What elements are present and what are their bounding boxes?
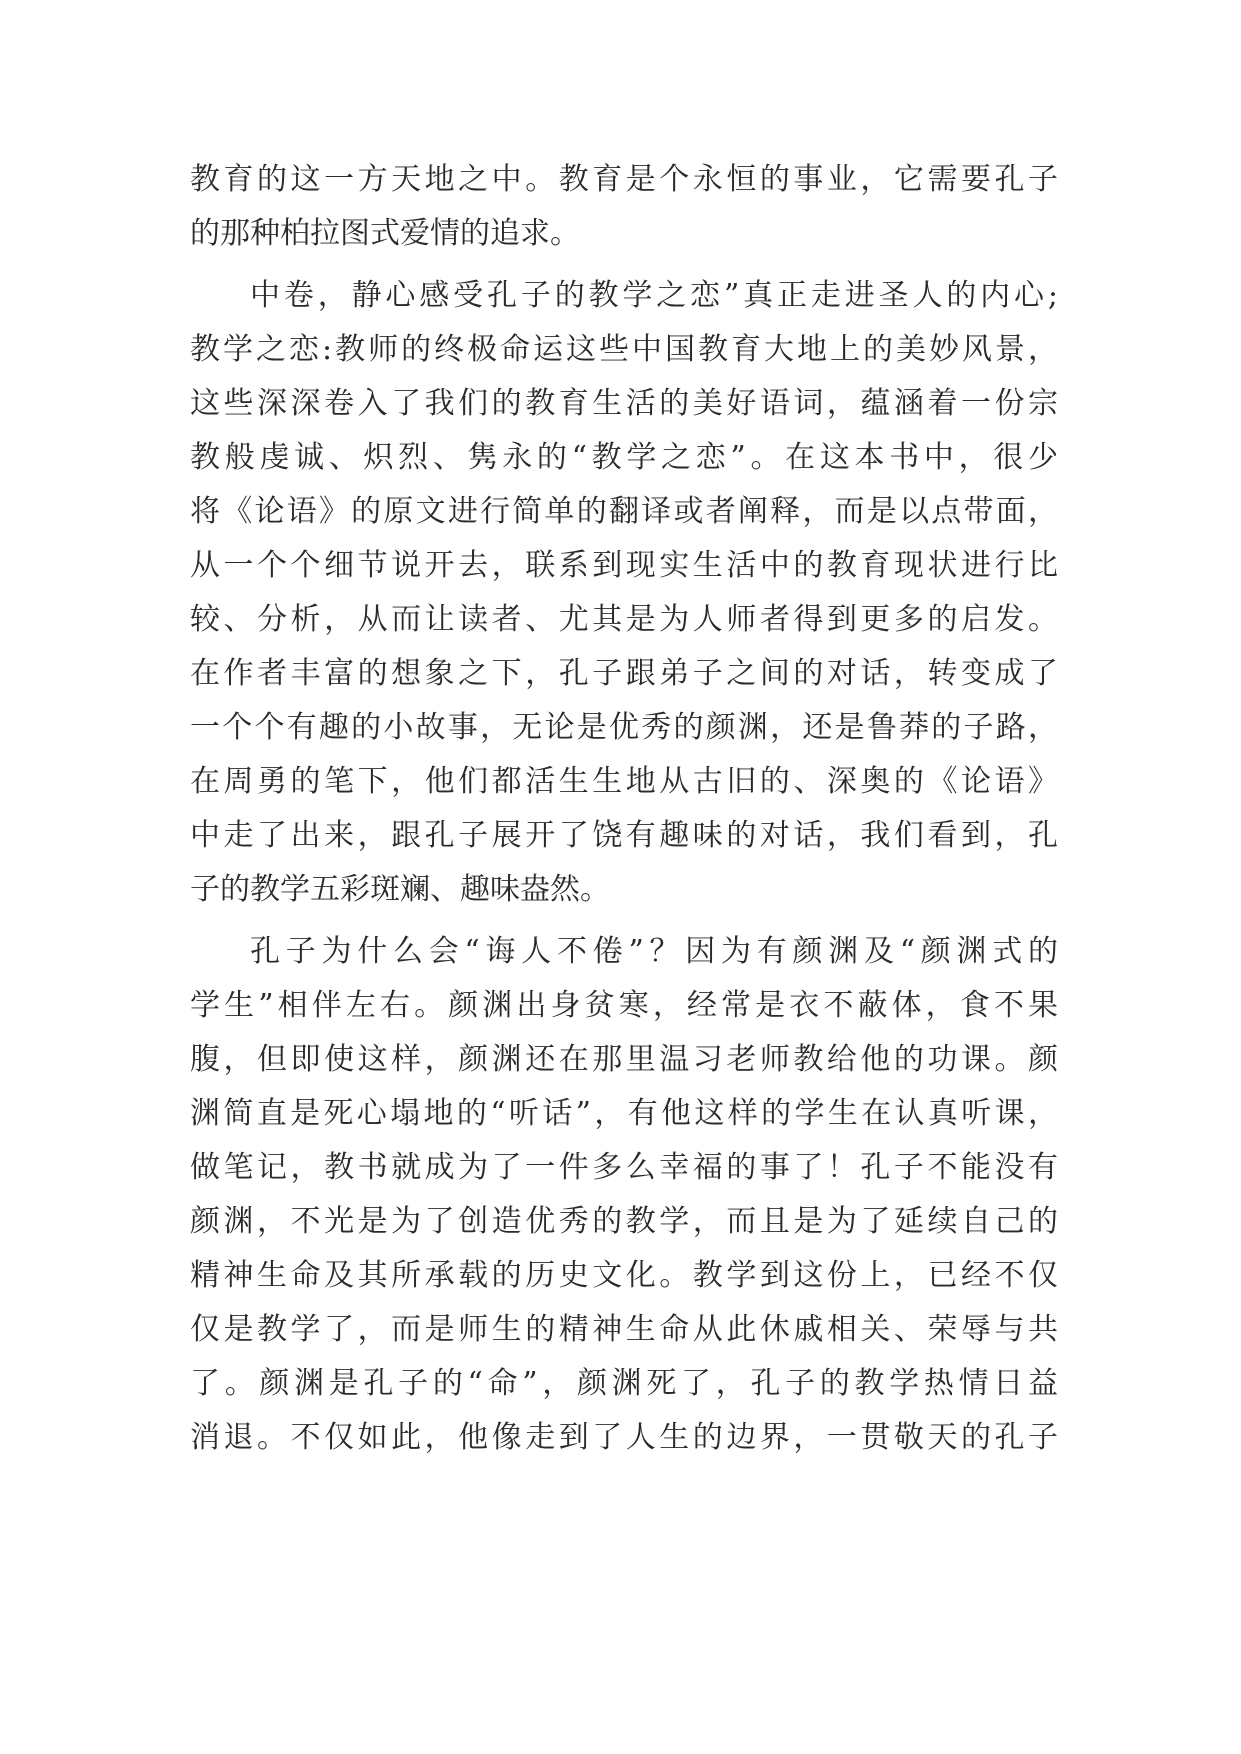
text-line: 教学之恋:教师的终极命运这些中国教育大地上的美妙风景，	[190, 332, 1058, 367]
text-line: 仅是教学了，而是师生的精神生命从此休戚相关、荣辱与共	[190, 1312, 1058, 1347]
text-line: 学生”相伴左右。颜渊出身贫寒，经常是衣不蔽体，食不果	[190, 988, 1058, 1023]
text-line: 中走了出来，跟孔子展开了饶有趣味的对话，我们看到，孔	[190, 818, 1058, 853]
text-line: 的那种柏拉图式爱情的追求。	[190, 216, 580, 251]
text-line: 渊简直是死心塌地的“听话”，有他这样的学生在认真听课，	[190, 1096, 1058, 1131]
text-line: 孔子为什么会“诲人不倦”？因为有颜渊及“颜渊式的	[250, 934, 1058, 969]
text-line: 将《论语》的原文进行简单的翻译或者阐释，而是以点带面，	[190, 494, 1058, 529]
text-line: 较、分析，从而让读者、尤其是为人师者得到更多的启发。	[190, 602, 1058, 637]
text-line: 一个个有趣的小故事，无论是优秀的颜渊，还是鲁莽的子路，	[190, 710, 1058, 745]
text-line: 在作者丰富的想象之下，孔子跟弟子之间的对话，转变成了	[190, 656, 1058, 691]
text-line: 子的教学五彩斑斓、趣味盎然。	[190, 872, 610, 907]
paragraph-2	[190, 269, 1058, 917]
text-line: 精神生命及其所承载的历史文化。教学到这份上，已经不仅	[190, 1258, 1058, 1293]
body-text	[190, 153, 1058, 1465]
text-line: 在周勇的笔下，他们都活生生地从古旧的、深奥的《论语》	[190, 764, 1058, 799]
paragraph-3	[190, 925, 1058, 1465]
text-line: 教育的这一方天地之中。教育是个永恒的事业，它需要孔子	[190, 162, 1058, 197]
paragraph-1	[190, 153, 1058, 261]
text-line: 教般虔诚、炽烈、隽永的“教学之恋”。在这本书中，很少	[190, 440, 1058, 475]
text-line: 从一个个细节说开去，联系到现实生活中的教育现状进行比	[190, 548, 1058, 583]
text-line: 中卷，静心感受孔子的教学之恋”真正走进圣人的内心;	[250, 278, 1058, 313]
text-line: 颜渊，不光是为了创造优秀的教学，而且是为了延续自己的	[190, 1204, 1058, 1239]
text-line: 做笔记，教书就成为了一件多么幸福的事了！孔子不能没有	[190, 1150, 1058, 1185]
text-line: 了。颜渊是孔子的“命”，颜渊死了，孔子的教学热情日益	[190, 1366, 1058, 1401]
text-line: 这些深深卷入了我们的教育生活的美好语词，蕴涵着一份宗	[190, 386, 1058, 421]
text-line: 消退。不仅如此，他像走到了人生的边界，一贯敬天的孔子	[190, 1420, 1058, 1455]
text-line: 腹，但即使这样，颜渊还在那里温习老师教给他的功课。颜	[190, 1042, 1058, 1077]
